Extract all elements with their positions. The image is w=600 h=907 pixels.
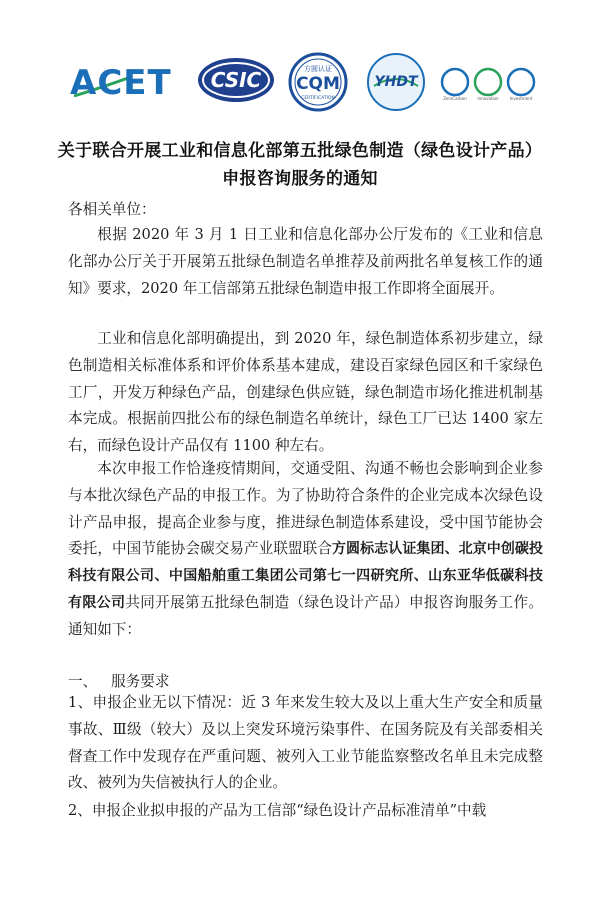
salutation: 各相关单位： [68,201,156,218]
notice-title-line2: 申报咨询服务的通知 [222,169,378,189]
csic-logo-text: CSIC [210,68,262,92]
section-1-heading: 一、 服务要求 [68,673,170,690]
notice-title-line1: 关于联合开展工业和信息化部第五批绿色制造（绿色设计产品） [57,141,543,161]
zero-carbon-logo [438,62,538,102]
org-separator: 、 [413,568,429,585]
acet-logo-text: ACET [70,63,172,102]
paragraph-1: 根据 2020 年 3 月 1 日工业和信息化部办公厅发布的《工业和信息化部办公厅关于开展第五批绿色制造名单推荐及前两批名单复核工作的通知》要求，2020 年工信部第五批绿色制造申报工作即将全面展开。 [68,226,543,297]
cqm-logo-text: CQM [296,74,340,94]
requirement-item-1: 1、申报企业无以下情况：近 3 年来发生较大及以上重大生产安全和质量事故、Ⅲ级（较大）及以上突发环境污染事件、在国务院及有关部委相关督查工作中发现存在严重问题、被列入工业节能监察整改名单且未完成整改、被列为失信被执行人的企业。 [68,694,543,792]
cqm-logo-top: 方圆认证 [304,65,332,73]
org-separator: 、 [154,568,169,585]
paragraph-3-outro: 共同开展第五批绿色制造（绿色设计产品）申报咨询服务工作。通知如下： [68,593,543,638]
org-zhongchuang: 北京中创碳投科技有限公司 [68,541,543,585]
org-yahua: 山东亚华低碳科技有限公司 [68,568,543,611]
paragraph-2: 工业和信息化部明确提出，到 2020 年，绿色制造体系初步建立，绿色制造相关标准体系和评价体系基本建成，建设百家绿色园区和千家绿色工厂，开发万种绿色产品，创建绿色供应链，绿色制造市场化推进机制基本完成。根据前四批公布的绿色制造名单统计，绿色工厂已达 1400 家左右，而绿色设计产品仅有 1100 种左右。 [68,330,543,455]
logo-bar [0,0,600,120]
requirement-item-2: 2、申报企业拟申报的产品为工信部“绿色设计产品标准清单”中载 [68,802,487,819]
cqm-logo-bottom: CERTIFICATION [301,96,335,101]
org-fangyuan: 方圆标志认证集团 [331,541,445,558]
paragraph-3 [68,456,543,644]
yhdt-logo [366,52,426,112]
org-csic-714: 中国船舶重工集团公司第七一四研究所 [168,568,414,585]
paragraph-3-intro: 本次申报工作恰逢疫情期间，交通受阻、沟通不畅也会影响到企业参与本批次绿色产品的申报工作。为了协助符合条件的企业完成本次绿色设计产品申报，提高企业参与度，推进绿色制造体系建设，受中国节能协会委托，中国节能协会碳交易产业联盟联合 [68,460,543,558]
zero-carbon-label: ZeroCarbon [443,96,467,101]
cqm-logo [288,52,348,112]
innovation-label: Innovation [477,96,499,101]
yhdt-logo-text: YHDT [374,74,418,90]
csic-logo [196,56,276,104]
org-separator: 、 [444,541,459,558]
acet-logo [70,58,182,102]
investment-label: Investment [509,96,533,101]
